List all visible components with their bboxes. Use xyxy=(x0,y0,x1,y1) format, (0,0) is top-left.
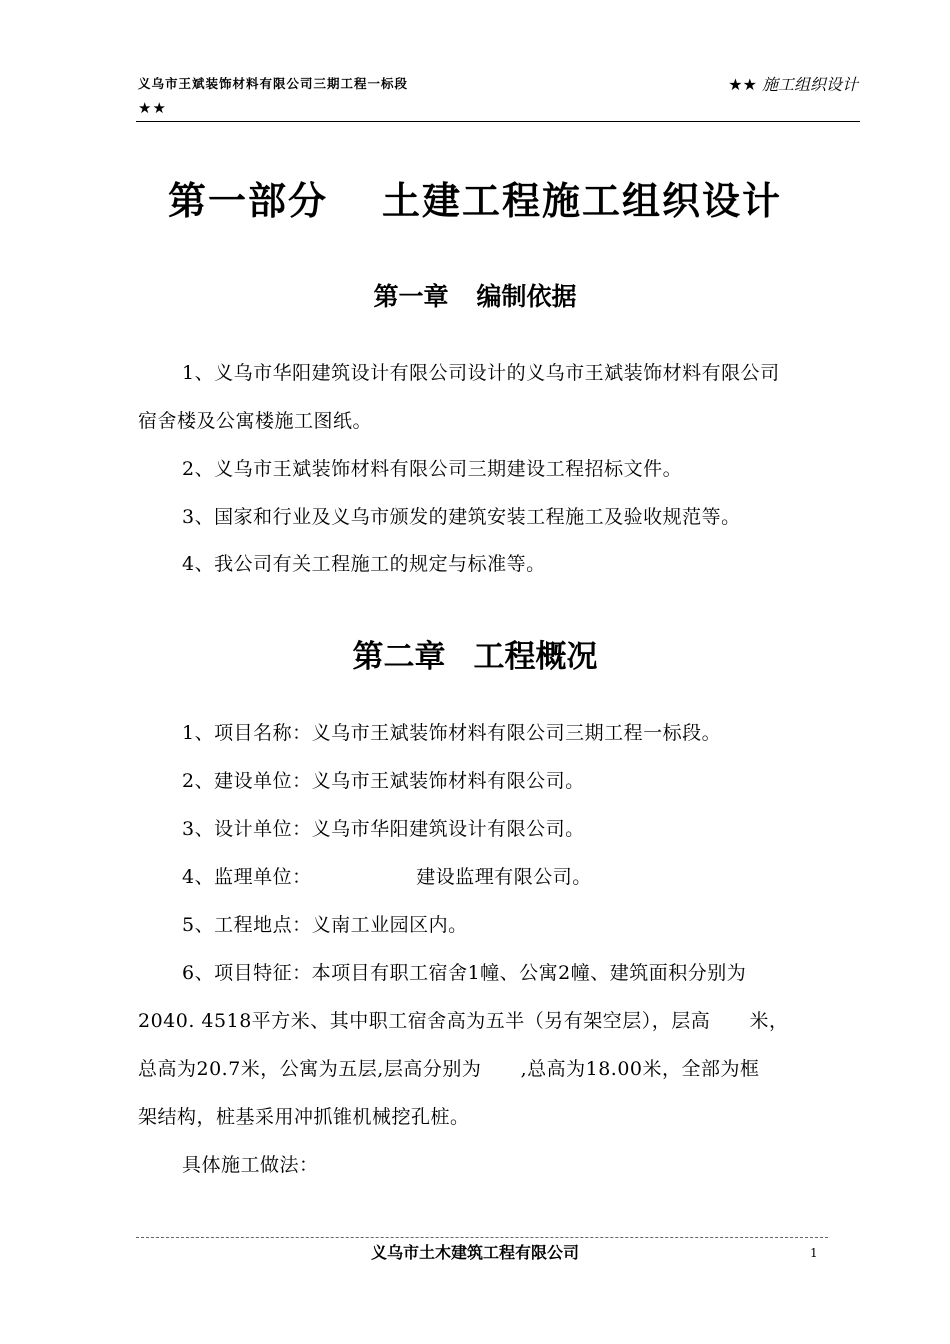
part-name: 土建工程施工组织设计 xyxy=(382,179,783,223)
chapter-1-label: 第一章 xyxy=(373,282,449,311)
chapter-1-item: 4、我公司有关工程施工的规定与标准等。 xyxy=(182,553,546,575)
chapter-1-item: 3、国家和行业及义乌市颁发的建筑安装工程施工及验收规范等。 xyxy=(182,506,741,528)
chapter-2-item: 4、监理单位： 建设监理有限公司。 xyxy=(182,866,592,888)
chapter-2-item: 5、工程地点：义南工业园区内。 xyxy=(182,914,468,936)
chapter-2-item: 总高为20.7米，公寓为五层,层高分别为 ,总高为18.00米，全部为框 xyxy=(138,1058,760,1080)
chapter-2-name: 工程概况 xyxy=(473,639,598,675)
chapter-1-item: 2、义乌市王斌装饰材料有限公司三期建设工程招标文件。 xyxy=(182,458,683,480)
chapter-2-item: 架结构，桩基采用冲抓锥机械挖孔桩。 xyxy=(138,1106,470,1128)
chapter-2-label: 第二章 xyxy=(352,639,446,675)
chapter-1-item: 宿舍楼及公寓楼施工图纸。 xyxy=(138,410,373,432)
chapter-1-item: 1、义乌市华阳建筑设计有限公司设计的义乌市王斌装饰材料有限公司 xyxy=(182,362,780,384)
part-label: 第一部分 xyxy=(167,179,328,223)
chapter-2-item: 具体施工做法： xyxy=(182,1154,319,1176)
page-number: 1 xyxy=(810,1246,818,1260)
chapter-2-item: 6、项目特征：本项目有职工宿舍1幢、公寓2幢、建筑面积分别为 xyxy=(182,962,747,984)
header-divider xyxy=(136,121,860,122)
chapter-2-item: 1、项目名称：义乌市王斌装饰材料有限公司三期工程一标段。 xyxy=(182,722,722,744)
chapter-1-heading xyxy=(0,277,950,313)
chapter-1-name: 编制依据 xyxy=(476,282,577,311)
header-doc-type: ★★ 施工组织设计 xyxy=(728,75,858,94)
chapter-2-item: 3、设计单位：义乌市华阳建筑设计有限公司。 xyxy=(182,818,585,840)
chapter-2-heading xyxy=(0,631,950,676)
chapter-2-item: 2、建设单位：义乌市王斌装饰材料有限公司。 xyxy=(182,770,585,792)
footer-divider xyxy=(136,1237,828,1238)
header-stars: ★★ xyxy=(138,99,167,117)
part-title xyxy=(0,170,950,225)
chapter-2-item: 2040. 4518平方米、其中职工宿舍高为五半（另有架空层），层高 米， xyxy=(138,1010,789,1032)
footer-company: 义乌市土木建筑工程有限公司 xyxy=(370,1243,579,1262)
header-project-name: 义乌市王斌装饰材料有限公司三期工程一标段 xyxy=(138,76,409,91)
